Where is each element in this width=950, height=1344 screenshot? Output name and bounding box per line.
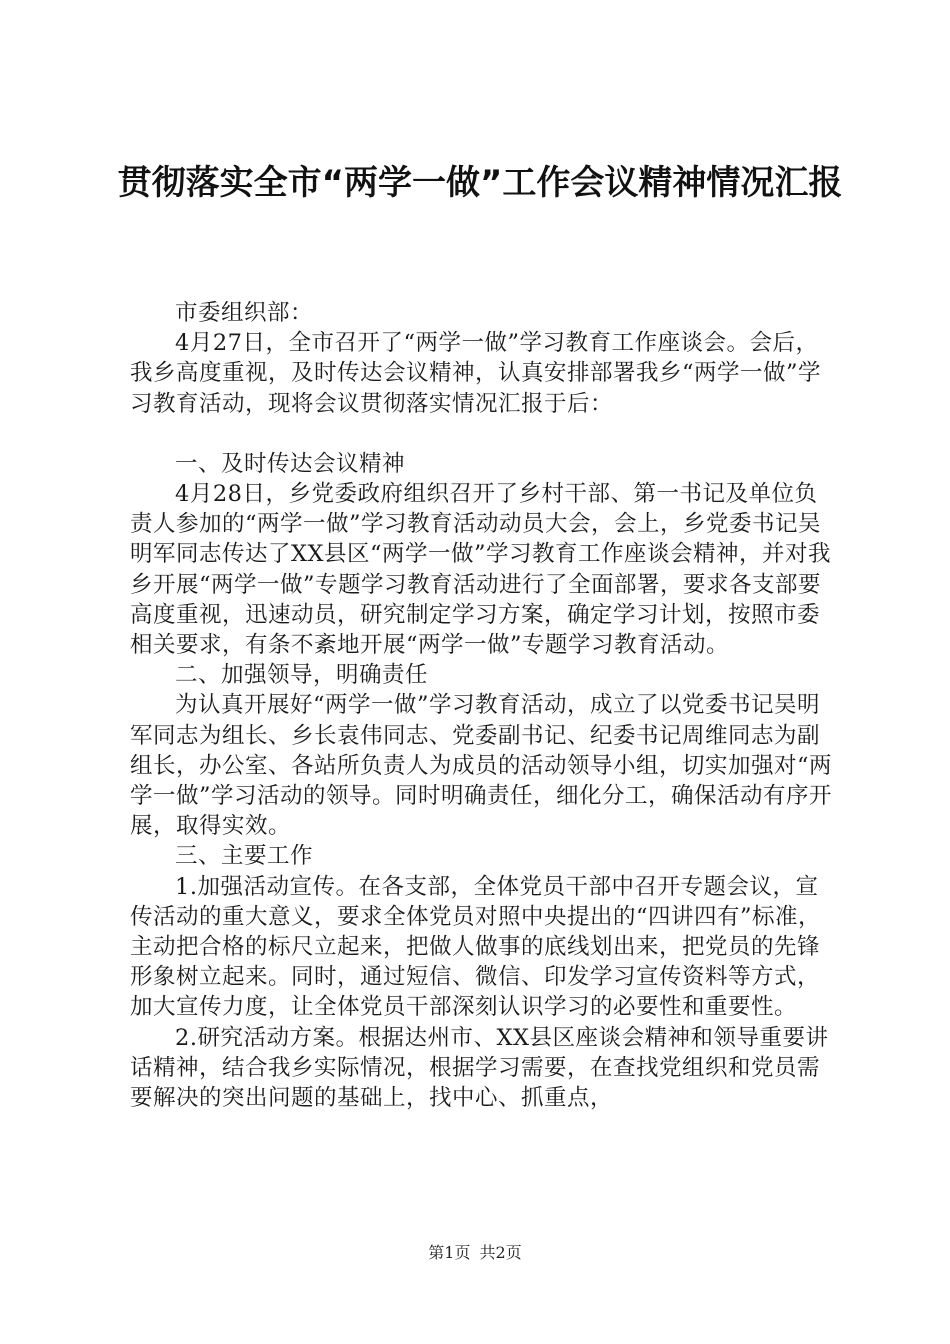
section-heading-2: 二、加强领导，明确责任: [175, 662, 429, 689]
work-item-2-paragraph: 2.研究活动方案。根据达州市、XX县区座谈会精神和领导重要讲话精神，结合我乡实际情况，根据学习需要，在查找党组织和党员需要解决的突出问题的基础上，找中心、抓重点，: [130, 1024, 829, 1112]
section-2-paragraph: 为认真开展好“两学一做”学习教育活动，成立了以党委书记吴明军同志为组长、乡长袁伟同志、党委副书记、纪委书记周维同志为副组长，办公室、各站所负责人为成员的活动领导小组，切实加强对“两学一做”学习活动的领导。同时明确责任，细化分工，确保活动有序开展，取得实效。: [130, 692, 833, 840]
paragraph-gap: [130, 419, 840, 449]
section-heading-3: 三、主要工作: [175, 843, 314, 870]
page-number-total: 共2页: [479, 1243, 522, 1262]
section-heading-1: 一、及时传达会议精神: [175, 450, 406, 477]
page-footer: [0, 1240, 950, 1263]
work-item-1-paragraph: 1.加强活动宣传。在各支部，全体党员干部中召开专题会议，宣传活动的重大意义，要求全体党员对照中央提出的“四讲四有”标准，主动把合格的标尺立起来，把做人做事的底线划出来，把党员的先锋形象树立起来。同时，通过短信、微信、印发学习宣传资料等方式，加大宣传力度，让全体党员干部深刻认识学习的必要性和重要性。: [130, 873, 822, 1021]
salutation: 市委组织部：: [175, 300, 314, 326]
section-1-paragraph: 4月28日，乡党委政府组织召开了乡村干部、第一书记及单位负责人参加的“两学一做”学习教育活动动员大会，会上，乡党委书记吴明军同志传达了XX县区“两学一做”学习教育工作座谈会精神，并对我乡开展“两学一做”专题学习教育活动进行了全面部署，要求各支部要高度重视，迅速动员，研究制定学习方案，确定学习计划，按照市委相关要求，有条不紊地开展“两学一做”专题学习教育活动。: [130, 481, 832, 659]
page-number-current: 第1页: [428, 1243, 471, 1262]
document-body: [130, 298, 840, 1113]
intro-paragraph: 4月27日，全市召开了“两学一做”学习教育工作座谈会。会后，我乡高度重视，及时传达会议精神，认真安排部署我乡“两学一做”学习教育活动，现将会议贯彻落实情况汇报于后：: [130, 330, 822, 417]
document-title: 贯彻落实全市“两学一做”工作会议精神情况汇报: [117, 163, 843, 203]
